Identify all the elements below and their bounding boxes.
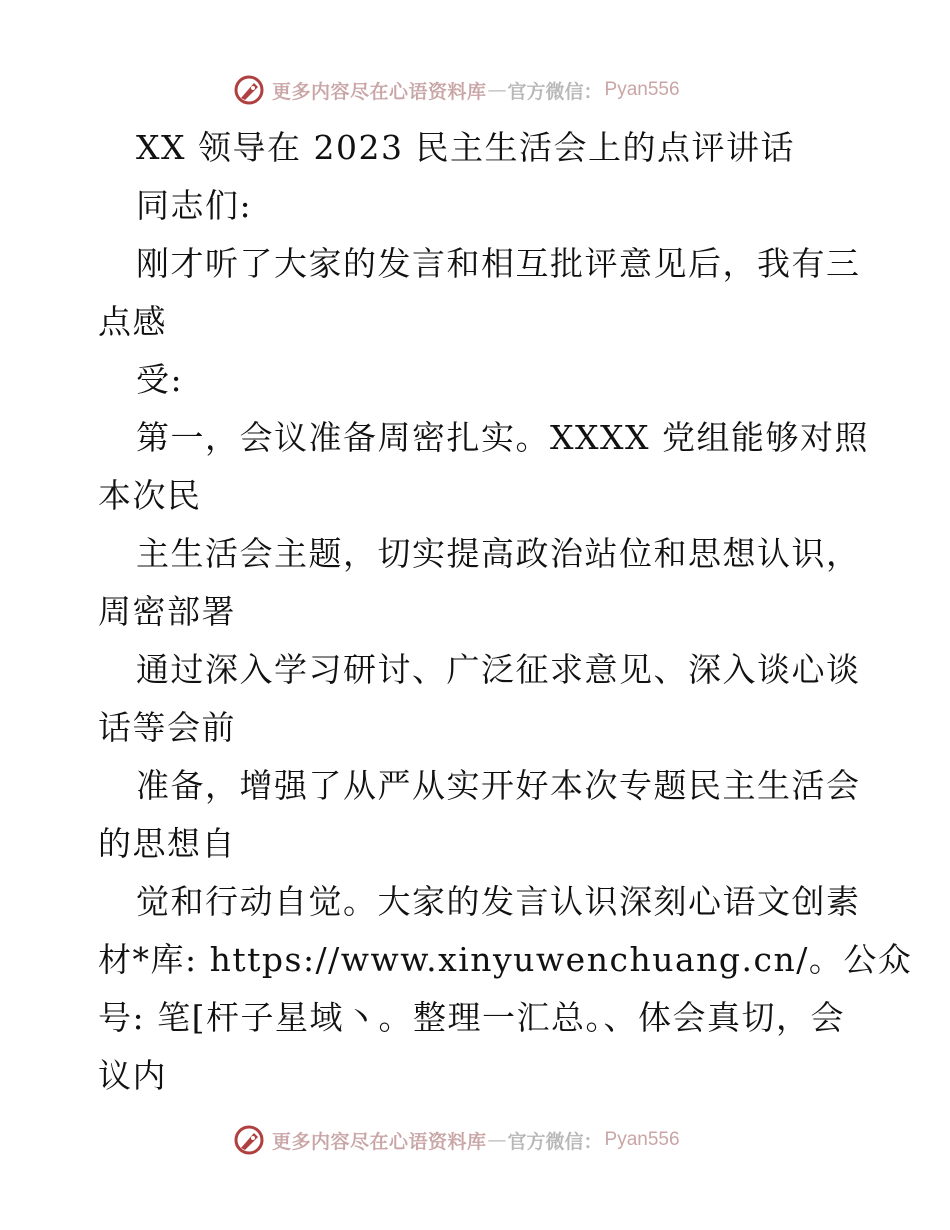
watermark-brand: 更多内容尽在心语资料库 — [272, 80, 487, 103]
pen-nib-logo-icon — [232, 73, 266, 107]
text-line: 第一，会议准备周密扎实。XXXX 党组能够对照 — [136, 418, 869, 457]
salutation: 同志们: — [136, 186, 253, 225]
watermark-wechat-id: Pyan556 — [604, 1129, 680, 1150]
text-line: 话等会前 — [98, 708, 236, 747]
watermark-footer — [232, 1122, 752, 1158]
watermark-header — [232, 72, 752, 108]
text-line: 点感 — [98, 302, 167, 341]
watermark-brand: 更多内容尽在心语资料库 — [272, 1130, 487, 1153]
watermark-channel: 官方微信： — [507, 80, 603, 103]
text-line: 觉和行动自觉。大家的发言认识深刻心语文创素 — [136, 882, 861, 921]
text-line: 材*库: https://www.xinyuwenchuang.cn/。公众 — [98, 940, 913, 979]
text-line: 通过深入学习研讨、广泛征求意见、深入谈心谈 — [136, 650, 861, 689]
text-line: 主生活会主题，切实提高政治站位和思想认识， — [136, 534, 861, 573]
text-line: 周密部署 — [98, 592, 236, 631]
document-title: XX 领导在 2023 民主生活会上的点评讲话 — [136, 128, 795, 167]
watermark-channel: 官方微信： — [507, 1130, 603, 1153]
watermark-wechat-id: Pyan556 — [604, 79, 680, 100]
text-line: 准备，增强了从严从实开好本次专题民主生活会 — [136, 766, 861, 805]
text-line: 号: 笔[杆子星域丶。整理一汇总。、体会真切，会 — [98, 998, 845, 1037]
watermark-separator: — — [487, 79, 507, 101]
text-line: 本次民 — [98, 476, 202, 515]
pen-nib-logo-icon — [232, 1123, 266, 1157]
text-line: 受: — [136, 360, 184, 399]
text-line: 的思想自 — [98, 824, 236, 863]
watermark-separator: — — [487, 1129, 507, 1151]
text-line: 刚才听了大家的发言和相互批评意见后，我有三 — [136, 244, 861, 283]
text-line: 议内 — [98, 1056, 167, 1095]
